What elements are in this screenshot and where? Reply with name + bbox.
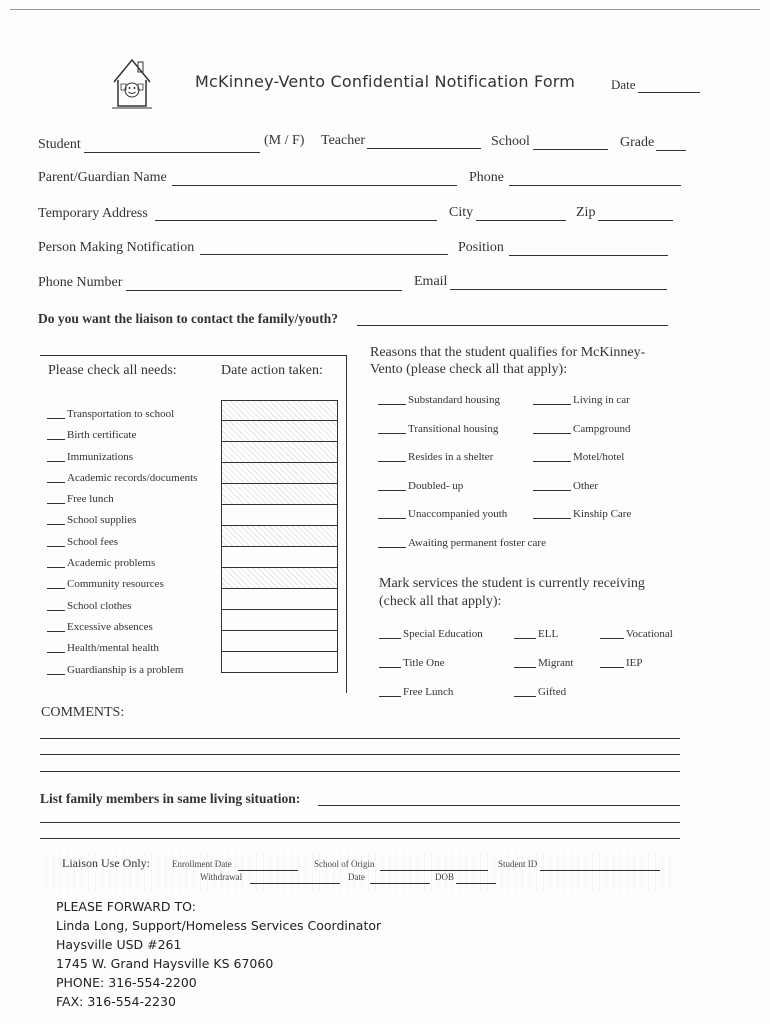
services-col-3 (600, 628, 673, 686)
student-id-label: Student ID (498, 859, 538, 869)
date-action-cell[interactable] (221, 547, 338, 568)
withdrawal-field[interactable] (250, 883, 340, 884)
need-item[interactable]: School supplies (47, 514, 197, 535)
need-item[interactable]: Guardianship is a problem (47, 664, 197, 685)
family-label: List family members in same living situation: (40, 791, 301, 806)
reason-item[interactable]: Motel/hotel (533, 451, 631, 480)
service-item[interactable]: Special Education (379, 628, 483, 657)
reason-item[interactable]: Transitional housing (378, 423, 546, 452)
withdrawal-label: Withdrawal (200, 872, 243, 882)
need-item[interactable]: Health/mental health (47, 642, 197, 663)
withdrawal-date-field[interactable] (370, 883, 430, 884)
date-action-cell[interactable] (221, 610, 338, 631)
service-item[interactable]: Migrant (514, 657, 573, 686)
school-house-logo (108, 56, 156, 110)
district-name: Haysville USD #261 (56, 937, 182, 952)
date-action-cell[interactable] (221, 463, 338, 484)
date-action-cell[interactable] (221, 421, 338, 442)
parent-label: Parent/Guardian Name (38, 170, 167, 185)
reason-item[interactable]: Awaiting permanent foster care (378, 537, 546, 566)
liaison-label: Liaison Use Only: (62, 856, 150, 870)
date-action-cell[interactable] (221, 631, 338, 652)
person-notifying-field[interactable] (200, 254, 448, 255)
school-label: School (491, 134, 530, 149)
service-item[interactable]: IEP (600, 657, 673, 686)
gender-label: (M / F) (264, 133, 305, 148)
date-action-cell[interactable] (221, 505, 338, 526)
person-notifying-label: Person Making Notification (38, 240, 195, 255)
phone-number-field[interactable] (126, 290, 402, 291)
reason-item[interactable]: Doubled- up (378, 480, 546, 509)
comments-label: COMMENTS: (41, 705, 125, 720)
reason-item[interactable]: Kinship Care (533, 508, 631, 537)
dob-label: DOB (435, 872, 455, 882)
phone-field[interactable] (509, 185, 681, 186)
need-item[interactable]: Academic records/documents (47, 472, 197, 493)
date-action-cell[interactable] (221, 442, 338, 463)
city-label: City (449, 205, 474, 220)
need-item[interactable]: Birth certificate (47, 429, 197, 450)
district-fax: FAX: 316-554-2230 (56, 994, 176, 1009)
reason-item[interactable]: Unaccompanied youth (378, 508, 546, 537)
need-item[interactable]: Immunizations (47, 451, 197, 472)
city-field[interactable] (476, 220, 566, 221)
family-line[interactable] (318, 805, 680, 806)
forward-heading: PLEASE FORWARD TO: (56, 899, 196, 914)
phone-number-label: Phone Number (38, 275, 123, 290)
email-field[interactable] (450, 289, 667, 290)
service-item[interactable]: Gifted (514, 686, 573, 715)
enrollment-date-label: Enrollment Date (172, 859, 232, 869)
service-item[interactable]: Vocational (600, 628, 673, 657)
reason-item[interactable]: Other (533, 480, 631, 509)
email-label: Email (414, 274, 448, 289)
date-action-cell[interactable] (221, 400, 338, 421)
need-item[interactable]: Community resources (47, 578, 197, 599)
coordinator-name: Linda Long, Support/Homeless Services Coordinator (56, 918, 382, 933)
school-field[interactable] (533, 149, 608, 150)
reasons-heading-2: Vento (please check all that apply): (370, 362, 568, 377)
teacher-label: Teacher (321, 133, 366, 148)
reasons-left (378, 394, 546, 565)
temp-address-label: Temporary Address (38, 206, 148, 221)
needs-heading: Please check all needs: (48, 363, 177, 378)
reason-item[interactable]: Campground (533, 423, 631, 452)
student-label: Student (38, 137, 81, 152)
reasons-heading-1: Reasons that the student qualifies for McKinney- (370, 345, 646, 360)
student-id-field[interactable] (540, 870, 660, 871)
forward-block (56, 899, 381, 1013)
contact-answer-field[interactable] (357, 325, 668, 326)
zip-label: Zip (576, 205, 596, 220)
comments-line[interactable] (40, 738, 680, 739)
needs-list (47, 408, 197, 685)
service-item[interactable]: Free Lunch (379, 686, 483, 715)
date-label: Date (611, 77, 636, 92)
reason-item[interactable]: Living in car (533, 394, 631, 423)
date-action-cell[interactable] (221, 484, 338, 505)
date-action-cell[interactable] (221, 652, 338, 673)
need-item[interactable]: School fees (47, 536, 197, 557)
school-origin-label: School of Origin (314, 859, 375, 869)
services-heading-1: Mark services the student is currently receiving (379, 576, 645, 591)
date-action-heading: Date action taken: (221, 363, 323, 378)
date-action-cell[interactable] (221, 589, 338, 610)
services-heading-2: (check all that apply): (379, 594, 502, 609)
dob-field[interactable] (456, 883, 496, 884)
zip-field[interactable] (598, 220, 673, 221)
parent-field[interactable] (172, 185, 457, 186)
need-item[interactable]: Academic problems (47, 557, 197, 578)
comments-line[interactable] (40, 771, 680, 772)
need-item[interactable]: Transportation to school (47, 408, 197, 429)
student-field[interactable] (84, 152, 260, 153)
position-label: Position (458, 240, 504, 255)
district-phone: PHONE: 316-554-2200 (56, 975, 197, 990)
need-item[interactable]: Excessive absences (47, 621, 197, 642)
family-line[interactable] (40, 822, 680, 823)
grade-label: Grade (620, 135, 655, 150)
service-item[interactable]: ELL (514, 628, 573, 657)
reason-item[interactable]: Substandard housing (378, 394, 546, 423)
need-item[interactable]: Free lunch (47, 493, 197, 514)
reason-item[interactable]: Resides in a shelter (378, 451, 546, 480)
position-field[interactable] (509, 255, 668, 256)
withdrawal-date-label: Date (348, 872, 365, 882)
family-line[interactable] (40, 838, 680, 839)
date-field[interactable] (638, 92, 700, 93)
date-action-grid (221, 400, 338, 673)
comments-line[interactable] (40, 754, 680, 755)
top-rule (10, 9, 760, 10)
enrollment-date-field[interactable] (238, 870, 298, 871)
phone-label: Phone (469, 170, 504, 185)
contact-question: Do you want the liaison to contact the family/youth? (38, 311, 338, 326)
teacher-field[interactable] (367, 148, 481, 149)
form-title: McKinney-Vento Confidential Notification Form (195, 72, 576, 91)
school-origin-field[interactable] (380, 870, 488, 871)
services-col-1 (379, 628, 483, 715)
need-item[interactable]: School clothes (47, 600, 197, 621)
date-action-cell[interactable] (221, 568, 338, 589)
date-action-cell[interactable] (221, 526, 338, 547)
services-col-2 (514, 628, 573, 715)
service-item[interactable]: Title One (379, 657, 483, 686)
reasons-right (533, 394, 631, 537)
district-address: 1745 W. Grand Haysville KS 67060 (56, 956, 274, 971)
grade-field[interactable] (656, 150, 686, 151)
temp-address-field[interactable] (155, 220, 437, 221)
